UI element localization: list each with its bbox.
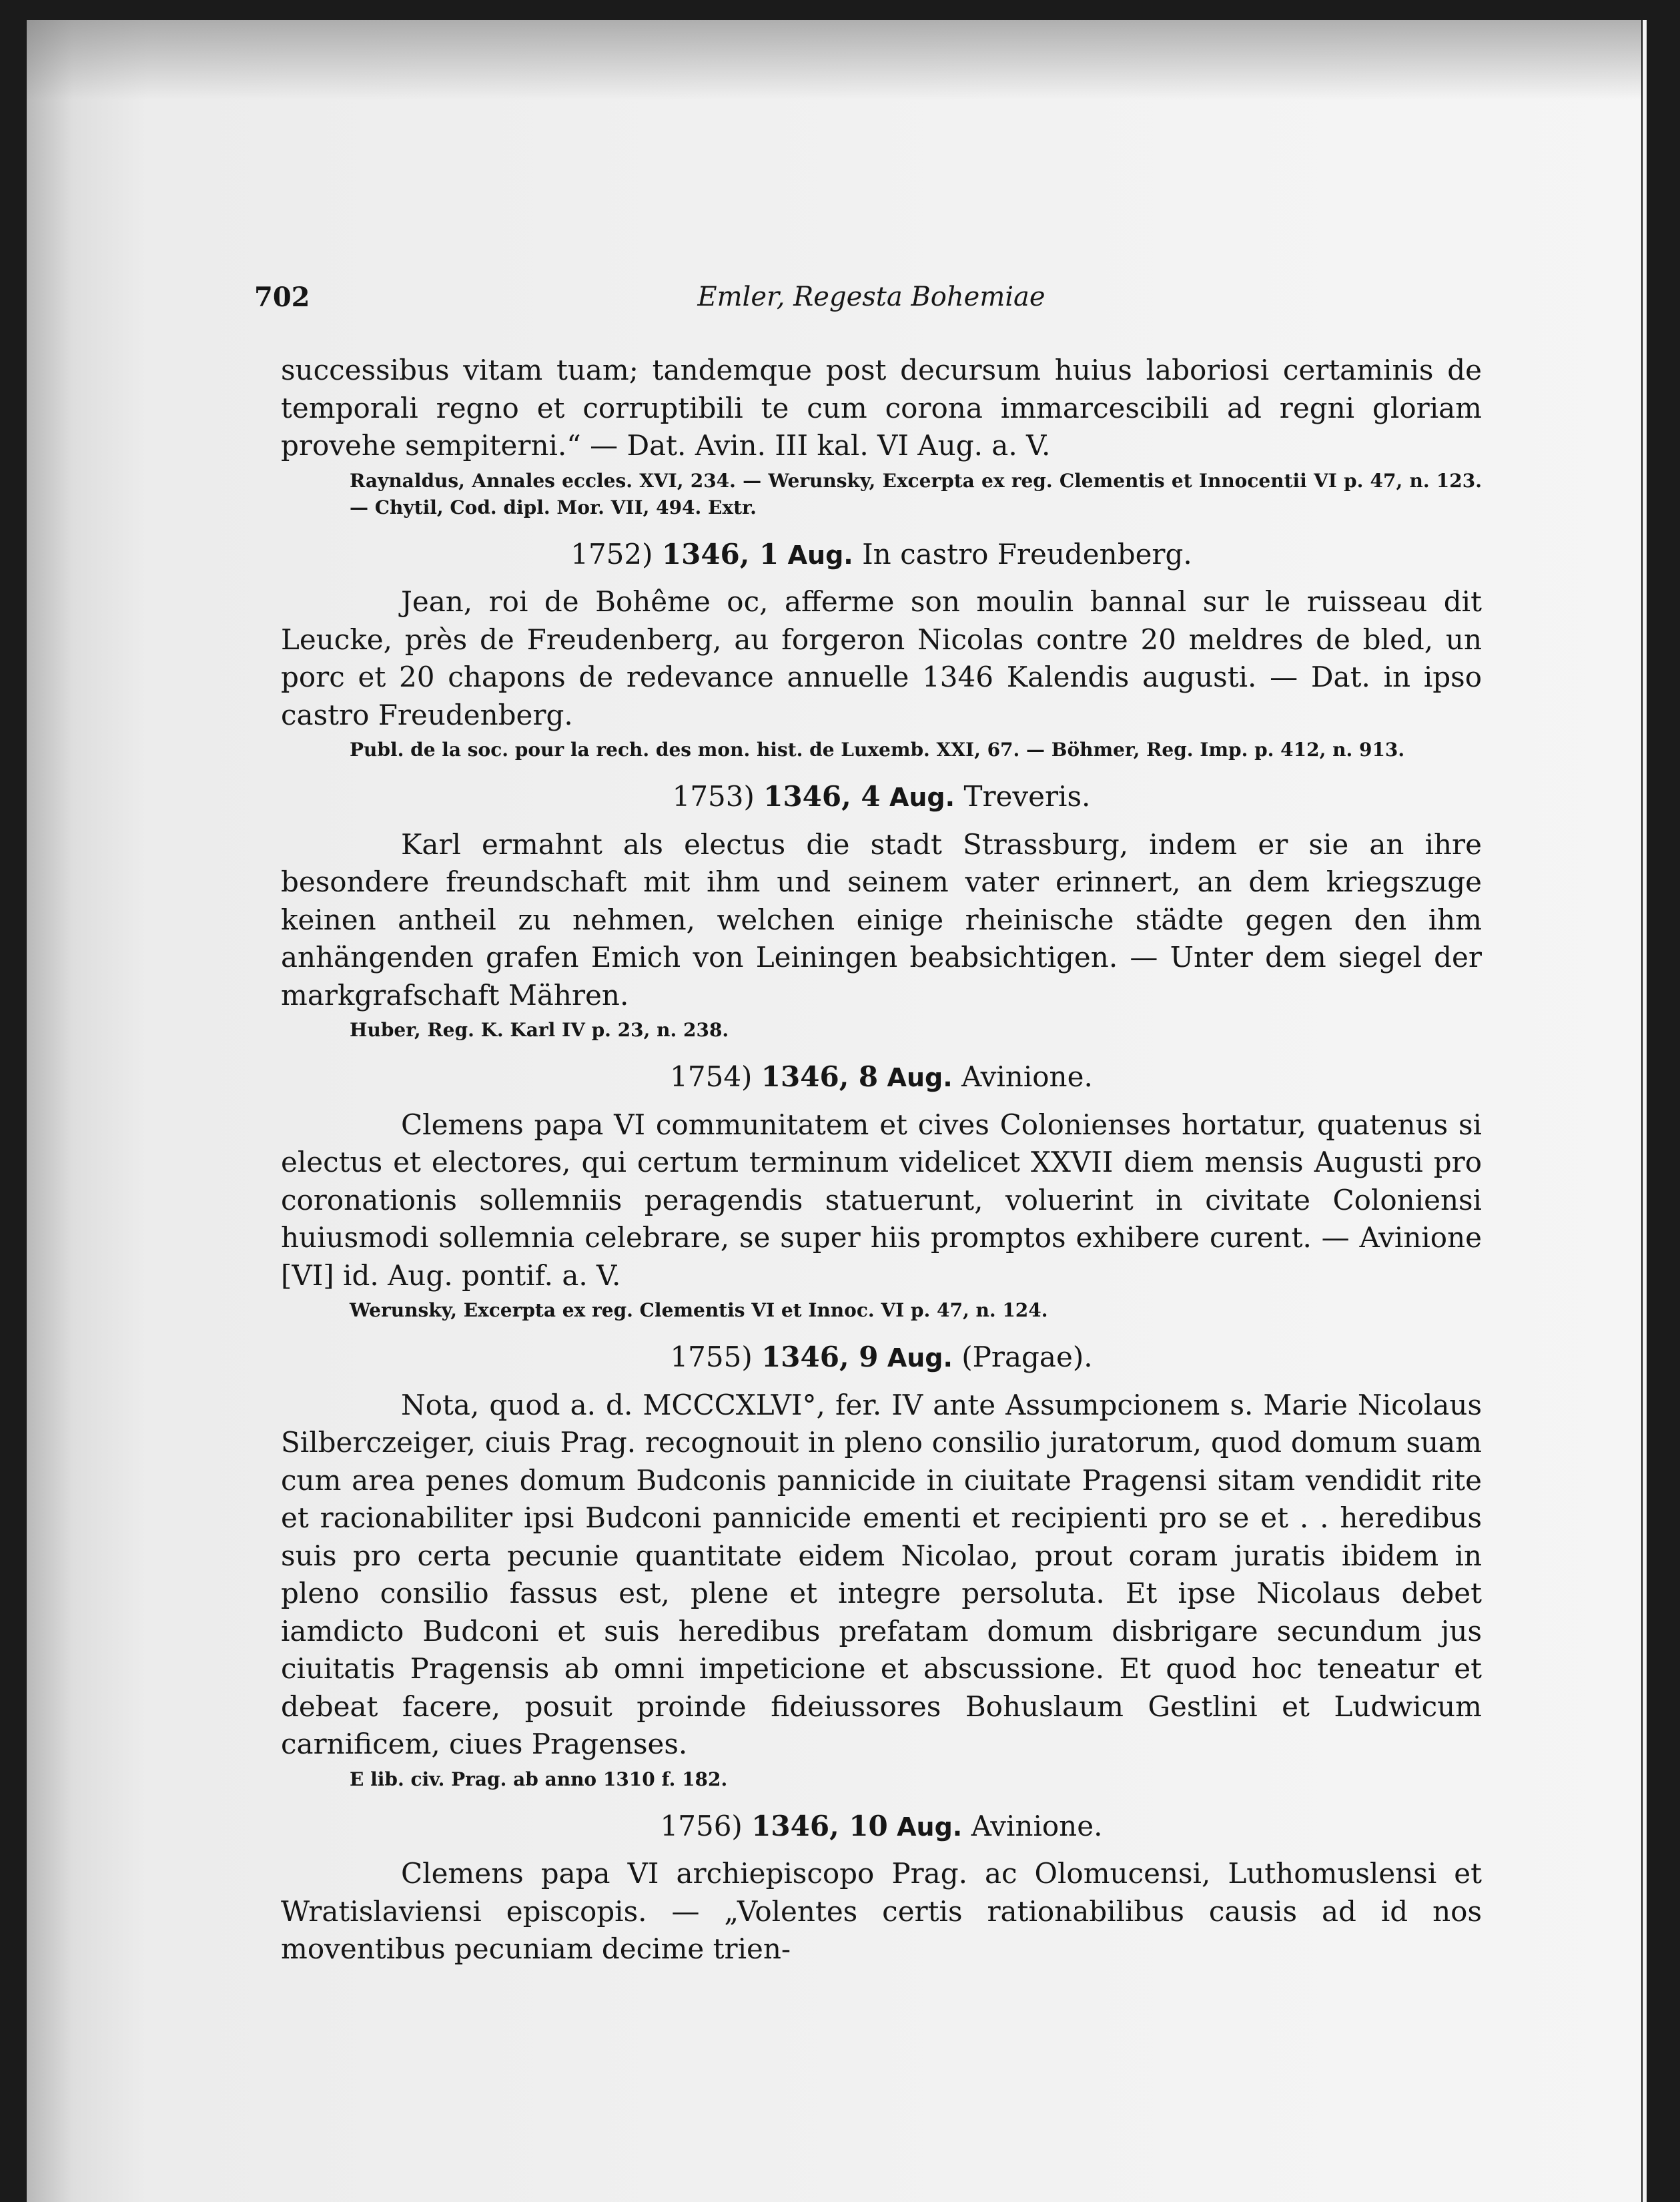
continuation-source: Raynaldus, Annales eccles. XVI, 234. — Werunsky, Excerpta ex reg. Clementis et Innocentii VI p. 47, n. 123. — Chytil, Cod. dipl. Mor. VII, 494. Extr. — [350, 469, 1482, 518]
entry-text: Nota, quod a. d. MCCCXLVI°, fer. IV ante Assumpcionem s. Marie Nicolaus Silberczeiger, ciuis Prag. recognouit in pleno consilio juratorum, quod domum suam cum area penes domum Budconis pannicide in ciuitate Pragensi sitam vendidit rite et racionabiliter ipsi Budconi pannicide ementi et recipienti pro se et . . heredibus suis pro certa pecunie quantitate eidem Nicolao, prout coram juratis ibidem in pleno consilio fassus est, plene et integre persoluta. Et ipse Nicolaus debet iamdicto Budconi et suis heredibus prefatam domum disbrigare secundum jus ciuitatis Pragensis ab omni impeticione et abscussione. Et quod hoc teneatur et debeat facere, posuit proinde fideiussores Bohuslaum Gestlini et Ludwicum carnificem, ciues Pragenses. — [281, 1388, 1482, 1760]
entry-text: Clemens papa VI archiepiscopo Prag. ac Olomucensi, Luthomuslensi et Wratislaviensi episcopis. — „Volentes certis rationabilibus causis ad id nos moventibus pecuniam decime trien- — [281, 1857, 1482, 1965]
entry-heading — [281, 778, 1482, 817]
entry-text: Jean, roi de Bohême oc, afferme son moulin bannal sur le ruisseau dit Leucke, près de Freudenberg, au forgeron Nicolas contre 20 meldres de bled, un porc et 20 chapons de redevance annuelle 1346 Kalendis augusti. — Dat. in ipso castro Freudenberg. — [281, 585, 1482, 731]
entry-month: Aug. — [889, 783, 955, 812]
page-edge — [1643, 20, 1647, 2202]
entry-date: 1346, 1 — [661, 537, 779, 571]
entry-month: Aug. — [897, 1812, 963, 1842]
entry-heading — [281, 1339, 1482, 1377]
entry-place: Treveris. — [963, 780, 1091, 813]
entry-1756 — [281, 1808, 1482, 1968]
entry-date: 1346, 4 — [763, 780, 881, 813]
entry-place: Avinione. — [961, 1060, 1093, 1093]
entry-date: 1346, 8 — [761, 1060, 879, 1093]
entry-text: Karl ermahnt als electus die stadt Strassburg, indem er sie an ihre besondere freundschaft mit ihm und seinem vater erinnert, an dem kriegszuge keinen antheil zu nehmen, welchen einige rheinische städte gegen den ihm anhängenden grafen Emich von Leiningen beabsichtigen. — Unter dem siegel der markgrafschaft Mähren. — [281, 827, 1482, 1012]
page-number: 702 — [254, 282, 310, 313]
entry-source: E lib. civ. Prag. ab anno 1310 f. 182. — [350, 1768, 728, 1790]
entry-1753 — [281, 778, 1482, 1044]
entry-month: Aug. — [887, 1343, 953, 1373]
entry-number: 1754) — [670, 1060, 753, 1093]
entry-number: 1752) — [570, 537, 653, 571]
entry-date: 1346, 9 — [761, 1341, 879, 1373]
continuation-text: successibus vitam tuam; tandemque post decursum huius laboriosi certaminis de temporali regno et corruptibili te cum corona immarcescibili ad regni gloriam provehe sempiterni.“ — Dat. Avin. III kal. VI Aug. a. V. — [281, 354, 1482, 462]
entry-heading — [281, 1808, 1482, 1846]
entry-month: Aug. — [787, 540, 853, 570]
page-header — [254, 282, 1489, 322]
entry-source: Publ. de la soc. pour la rech. des mon. hist. de Luxemb. XXI, 67. — Böhmer, Reg. Imp. p. 412, n. 913. — [350, 739, 1405, 761]
running-title: Emler, Regesta Bohemiae — [697, 282, 1045, 312]
entry-place: In castro Freudenberg. — [862, 537, 1192, 571]
entry-date: 1346, 10 — [751, 1809, 888, 1842]
entry-number: 1755) — [670, 1341, 753, 1373]
entry-1755 — [281, 1339, 1482, 1793]
entry-1752 — [281, 536, 1482, 764]
entry-heading — [281, 536, 1482, 575]
body-text — [281, 352, 1482, 1968]
entry-heading — [281, 1058, 1482, 1097]
entry-text: Clemens papa VI communitatem et cives Colonienses hortatur, quatenus si electus et electores, qui certum terminum videlicet XXVII diem mensis Augusti pro coronationis sollemniis peragendis statuerunt, voluerint in civitate Coloniensi huiusmodi sollemnia celebrare, se super hiis promptos exhibere curent. — Avinione [VI] id. Aug. pontif. a. V. — [281, 1108, 1482, 1292]
entry-number: 1756) — [660, 1809, 743, 1842]
entry-place: (Pragae). — [961, 1341, 1093, 1373]
entry-month: Aug. — [887, 1063, 953, 1092]
entry-1754 — [281, 1058, 1482, 1324]
entry-number: 1753) — [672, 780, 755, 813]
entry-place: Avinione. — [971, 1809, 1103, 1842]
entry-source: Huber, Reg. K. Karl IV p. 23, n. 238. — [350, 1019, 729, 1041]
entry-source: Werunsky, Excerpta ex reg. Clementis VI et Innoc. VI p. 47, n. 124. — [350, 1299, 1048, 1321]
